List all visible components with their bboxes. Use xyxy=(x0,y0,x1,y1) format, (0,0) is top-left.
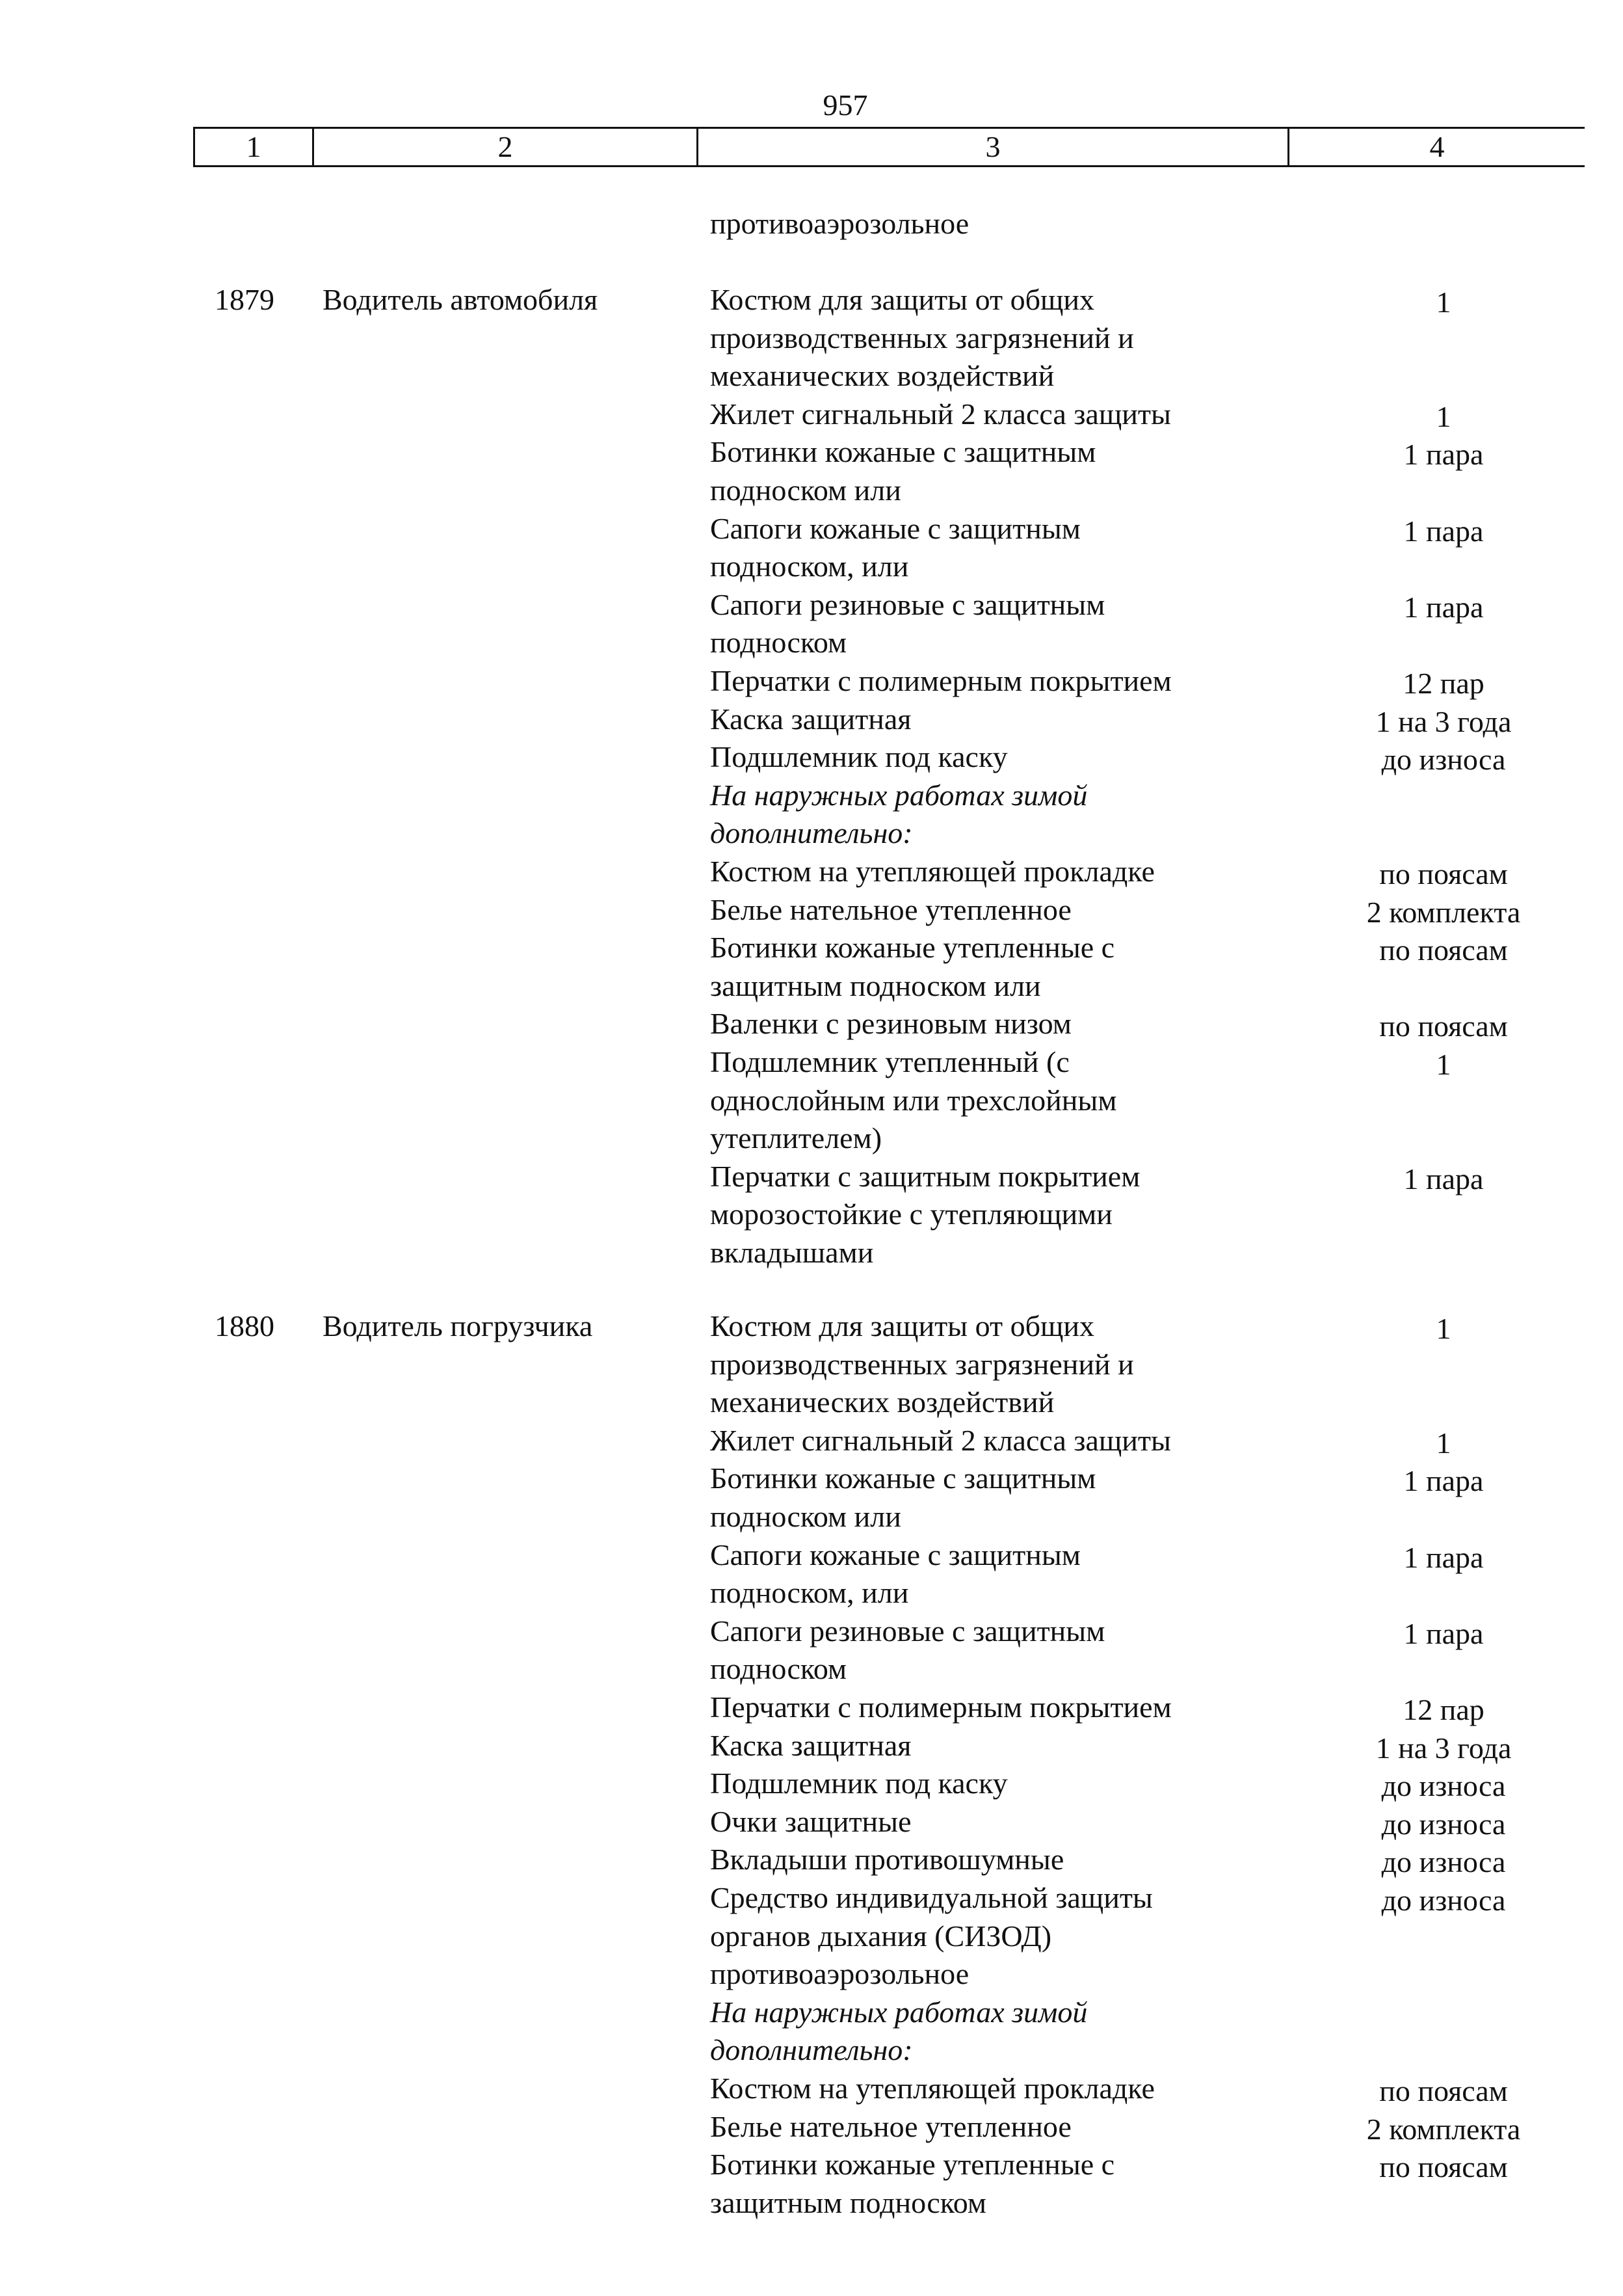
item-text-line: На наружных работах зимой xyxy=(710,1995,1088,2029)
item-quantity: 1 на 3 года xyxy=(1375,704,1512,738)
item-quantity: по поясам xyxy=(1379,2074,1508,2107)
item-quantity: 1 пара xyxy=(1403,1162,1484,1195)
item-text-line: органов дыхания (СИЗОД) xyxy=(710,1919,1052,1953)
item-text-line: подноском, или xyxy=(710,1576,909,1610)
item-text-line: Костюм для защиты от общих xyxy=(710,283,1095,316)
item-quantity: 1 xyxy=(1436,1426,1451,1460)
item-quantity: 1 пара xyxy=(1403,438,1484,472)
item-quantity: 1 xyxy=(1436,1312,1451,1345)
item-text-line: Костюм на утепляющей прокладке xyxy=(710,2072,1155,2105)
item-text-line: Сапоги кожаные с защитным xyxy=(710,1538,1081,1571)
item-quantity: 1 пара xyxy=(1403,514,1484,548)
item-text-line: защитным подноском xyxy=(710,2185,986,2219)
column-header-4: 4 xyxy=(1429,130,1445,163)
item-text-line: морозостойкие с утепляющими xyxy=(710,1197,1113,1231)
item-quantity: по поясам xyxy=(1379,1009,1508,1043)
item-quantity: 12 пар xyxy=(1403,667,1484,700)
item-text-line: подноском или xyxy=(710,1500,901,1533)
item-text-line: подноском xyxy=(710,1652,847,1686)
item-quantity: 1 пара xyxy=(1403,1464,1484,1498)
item-text-line: дополнительно: xyxy=(710,2033,913,2067)
continued-item-text: противоаэрозольное xyxy=(710,207,970,240)
item-text-line: Белье нательное утепленное xyxy=(710,2109,1072,2143)
profession-name: Водитель автомобиля xyxy=(323,283,598,316)
item-quantity: 1 xyxy=(1436,1048,1451,1081)
item-text-line: Каска защитная xyxy=(710,1728,912,1762)
item-quantity: 2 комплекта xyxy=(1366,2112,1521,2146)
item-quantity: по поясам xyxy=(1379,933,1508,967)
item-text-line: Вкладыши противошумные xyxy=(710,1843,1064,1876)
item-quantity: 1 пара xyxy=(1403,1540,1484,1574)
item-quantity: до износа xyxy=(1381,1845,1506,1879)
item-text-line: вкладышами xyxy=(710,1236,874,1269)
item-text-line: Сапоги кожаные с защитным xyxy=(710,511,1081,545)
item-text-line: Белье нательное утепленное xyxy=(710,892,1072,926)
item-quantity: до износа xyxy=(1381,1769,1506,1803)
item-text-line: Ботинки кожаные утепленные с xyxy=(710,2148,1115,2182)
entry-code: 1880 xyxy=(215,1309,274,1342)
column-header-1: 1 xyxy=(195,129,314,165)
column-header-2: 2 xyxy=(314,129,698,165)
item-text-line: Перчатки с полимерным покрытием xyxy=(710,664,1172,697)
item-text-line: Сапоги резиновые с защитным xyxy=(710,1614,1105,1648)
item-text-line: противоаэрозольное xyxy=(710,1957,970,1991)
item-text-line: подноском или xyxy=(710,474,901,507)
item-quantity: до износа xyxy=(1381,1884,1506,1917)
column-header-row xyxy=(193,127,1585,167)
item-quantity: до износа xyxy=(1381,743,1506,777)
item-text-line: Ботинки кожаные с защитным xyxy=(710,435,1096,469)
item-text-line: Ботинки кожаные с защитным xyxy=(710,1462,1096,1495)
item-text-line: механических воздействий xyxy=(710,359,1055,393)
item-text-line: Валенки с резиновым низом xyxy=(710,1007,1072,1041)
item-quantity: 1 на 3 года xyxy=(1375,1731,1512,1765)
item-quantity: 1 пара xyxy=(1403,1616,1484,1650)
item-text-line: Ботинки кожаные утепленные с xyxy=(710,931,1115,965)
item-quantity: 12 пар xyxy=(1403,1693,1484,1726)
item-text-line: производственных загрязнений и xyxy=(710,321,1134,354)
item-text-line: утеплителем) xyxy=(710,1121,882,1155)
item-quantity: до износа xyxy=(1381,1807,1506,1841)
item-text-line: На наружных работах зимой xyxy=(710,778,1088,812)
item-text-line: Средство индивидуальной защиты xyxy=(710,1881,1153,1914)
item-quantity: по поясам xyxy=(1379,857,1508,890)
item-text-line: Костюм для защиты от общих xyxy=(710,1309,1095,1342)
item-text-line: Жилет сигнальный 2 класса защиты xyxy=(710,1423,1171,1457)
item-quantity: по поясам xyxy=(1379,2150,1508,2184)
column-header-3: 3 xyxy=(698,129,1289,165)
item-text-line: подноском xyxy=(710,626,847,660)
item-text-line: Подшлемник утепленный (с xyxy=(710,1045,1070,1078)
page-number: 957 xyxy=(823,88,868,122)
item-text-line: Перчатки с защитным покрытием xyxy=(710,1159,1141,1193)
item-quantity: 2 комплекта xyxy=(1366,895,1521,929)
item-text-line: механических воздействий xyxy=(710,1385,1055,1419)
item-text-line: Перчатки с полимерным покрытием xyxy=(710,1690,1172,1724)
item-quantity: 1 пара xyxy=(1403,590,1484,624)
item-text-line: Очки защитные xyxy=(710,1804,912,1838)
item-text-line: производственных загрязнений и xyxy=(710,1347,1134,1381)
item-text-line: Сапоги резиновые с защитным xyxy=(710,587,1105,621)
item-text-line: дополнительно: xyxy=(710,816,913,850)
item-text-line: Каска защитная xyxy=(710,702,912,736)
profession-name: Водитель погрузчика xyxy=(323,1309,593,1342)
item-text-line: Подшлемник под каску xyxy=(710,740,1008,774)
item-quantity: 1 xyxy=(1436,399,1451,433)
item-text-line: Подшлемник под каску xyxy=(710,1767,1008,1800)
item-quantity: 1 xyxy=(1436,286,1451,319)
item-text-line: однослойным или трехслойным xyxy=(710,1083,1117,1117)
entry-code: 1879 xyxy=(215,283,274,316)
item-text-line: Жилет сигнальный 2 класса защиты xyxy=(710,397,1171,431)
item-text-line: защитным подноском или xyxy=(710,968,1041,1002)
item-text-line: подноском, или xyxy=(710,550,909,583)
item-text-line: Костюм на утепляющей прокладке xyxy=(710,855,1155,888)
